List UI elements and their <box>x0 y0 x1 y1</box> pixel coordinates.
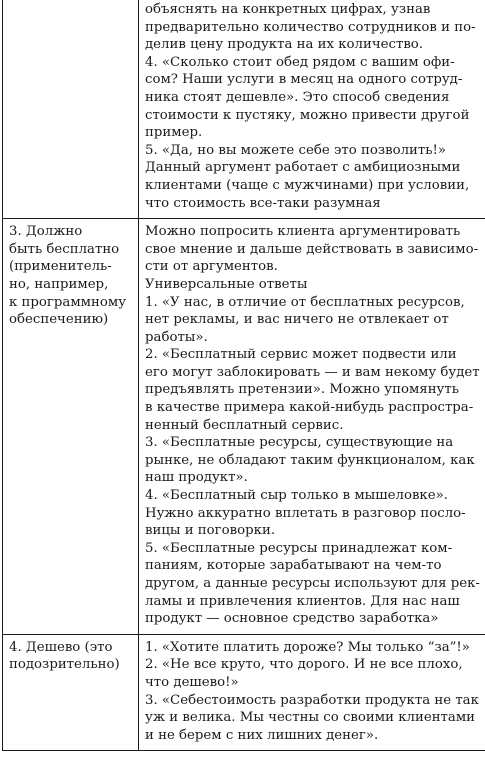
table-row <box>3 219 485 635</box>
objection-line: быть бесплатно <box>9 241 120 257</box>
answer-line: клиентами (чаще с мужчинами) при условии, <box>145 177 470 193</box>
objections-table-body <box>3 0 485 751</box>
objection-line: но, например, <box>9 276 109 292</box>
answer-cell <box>139 0 485 219</box>
answer-line: другом, а данные ресурсы используют для рек- <box>145 576 480 591</box>
objection-line: 4. Дешево (это <box>9 639 113 655</box>
answer-line: 4. «Бесплатный сыр только в мышеловке». <box>145 488 448 504</box>
answer-line: предъявлять претензии». Можно упомянуть <box>145 382 459 398</box>
answer-line: делив цену продукта на их количество. <box>145 37 424 53</box>
answer-line: работы». <box>145 329 208 345</box>
table-row <box>3 634 485 751</box>
answer-line: уж и велика. Мы честны со своими клиентами <box>145 710 476 726</box>
objections-table <box>2 0 485 751</box>
objection-line: к программному <box>9 294 127 310</box>
answer-line: объяснять на конкретных цифрах, узнав <box>145 2 431 17</box>
answer-line: 1. «Хотите платить дороже? Мы только “за”!» <box>145 639 470 655</box>
objection-cell <box>3 219 139 635</box>
answer-line: 5. «Да, но вы можете себе это позволить!» <box>145 142 446 158</box>
table-row <box>3 0 485 219</box>
objection-cell <box>3 634 139 751</box>
answer-line: 3. «Себестоимость разработки продукта не так <box>145 692 479 708</box>
answer-line: что дешево!» <box>145 674 239 690</box>
answer-line: что стоимость все-таки разумная <box>145 195 381 211</box>
objection-line: обеспечению) <box>9 312 109 328</box>
answer-line: Можно попросить клиента аргументировать <box>145 224 461 240</box>
answer-cell <box>139 219 485 635</box>
answer-line: ламы и привлечения клиентов. Для нас наш <box>145 593 460 609</box>
answer-line: ненный бесплатный сервис. <box>145 417 344 433</box>
objection-cell <box>3 0 139 219</box>
answer-line: нет рекламы, и вас ничего не отвлекает от <box>145 312 449 328</box>
answer-line: продукт — основное средство заработка» <box>145 611 439 627</box>
answer-line: 5. «Бесплатные ресурсы принадлежат ком- <box>145 540 453 556</box>
answer-line: вицы и поговорки. <box>145 523 276 539</box>
answer-line: 4. «Сколько стоит обед рядом с вашим офи- <box>145 54 455 70</box>
objection-line: 3. Должно <box>9 224 83 240</box>
objection-line: подозрительно) <box>9 657 120 673</box>
answer-line: сом? Наши услуги в месяц на одного сотруд- <box>145 72 463 88</box>
answer-line: его могут заблокировать — и вам некому будет <box>145 364 480 380</box>
answer-line: наш продукт». <box>145 470 248 486</box>
answer-line: предварительно количество сотрудников и по- <box>145 19 476 35</box>
answer-line: пример. <box>145 125 203 141</box>
answer-cell <box>139 634 485 751</box>
answer-line: свое мнение и дальше действовать в зависимо- <box>145 241 479 257</box>
answer-line: паниям, которые зарабатывают на чем-то <box>145 558 442 574</box>
answer-line: Универсальные ответы <box>145 276 308 292</box>
answer-line: 1. «У нас, в отличие от бесплатных ресурсов, <box>145 294 465 310</box>
answer-line: рынке, не обладают таким функционалом, как <box>145 452 475 468</box>
answer-line: и не берем с них лишних денег». <box>145 727 379 743</box>
answer-line: сти от аргументов. <box>145 259 278 275</box>
answer-line: в качестве примера какой-нибудь распростра- <box>145 400 474 416</box>
answer-line: Данный аргумент работает с амбициозными <box>145 160 461 176</box>
objection-line: (применитель- <box>9 259 112 275</box>
answer-line: стоимости к пустяку, можно привести другой <box>145 107 470 123</box>
answer-line: 3. «Бесплатные ресурсы, существующие на <box>145 435 454 451</box>
answer-line: 2. «Бесплатный сервис может подвести или <box>145 347 457 363</box>
answer-line: ника стоят дешевле». Это способ сведения <box>145 89 450 105</box>
answer-line: 2. «Не все круто, что дорого. И не все плохо, <box>145 657 463 673</box>
answer-line: Нужно аккуратно вплетать в разговор посло- <box>145 505 466 521</box>
